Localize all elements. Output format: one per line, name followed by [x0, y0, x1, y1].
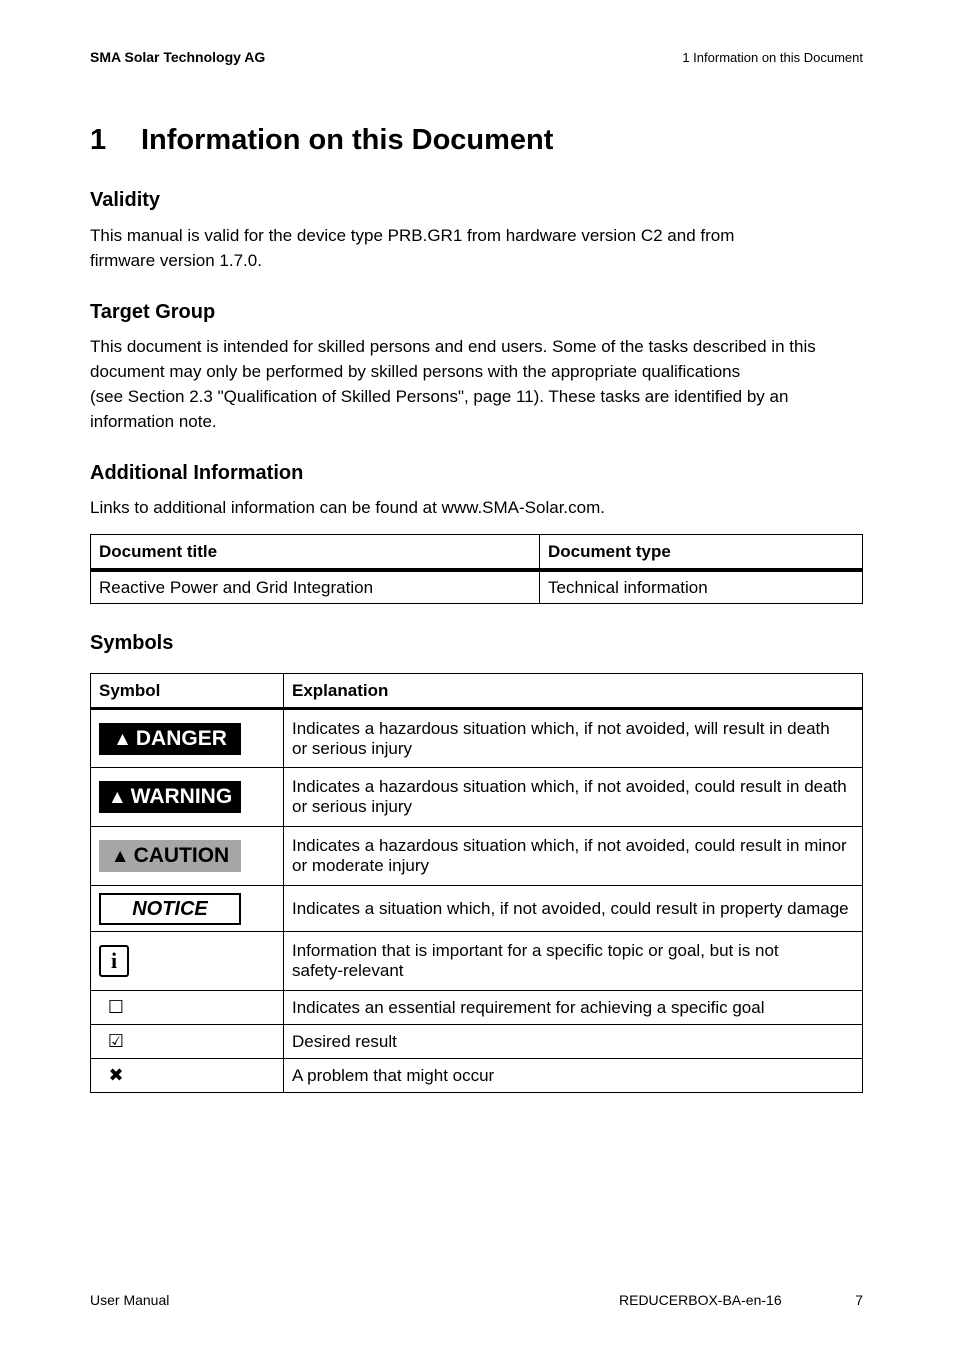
table-cell: Reactive Power and Grid Integration: [91, 570, 540, 604]
signal-word-text: CAUTION: [133, 844, 230, 867]
warning-triangle-icon: ▲: [110, 846, 130, 867]
target-group-heading: Target Group: [90, 301, 216, 323]
chapter-title: [90, 124, 553, 157]
target-group-line: This document is intended for skilled persons and end users. Some of the tasks described in this: [90, 337, 816, 356]
cross-icon: ✖: [108, 1065, 124, 1085]
warning-triangle-icon: ▲: [113, 728, 132, 750]
explanation-cell: Indicates a situation which, if not avoided, could result in property damage: [284, 886, 863, 932]
table-header-row: [91, 535, 863, 571]
explanation-cell: [284, 932, 863, 991]
table-row: [91, 709, 863, 768]
notice-signal-word: NOTICE: [99, 893, 241, 925]
danger-signal-word: [99, 723, 241, 755]
explanation-cell: A problem that might occur: [284, 1059, 863, 1093]
chapter-title-text: Information on this Document: [141, 124, 554, 156]
validity-text: [90, 223, 734, 273]
table-row: [91, 768, 863, 827]
symbol-cell: [91, 1059, 284, 1093]
table-header-cell: Explanation: [284, 674, 863, 709]
checkbox-checked-icon: ☑: [107, 1031, 125, 1051]
signal-word-text: WARNING: [130, 785, 233, 808]
table-row: [91, 1025, 863, 1059]
symbol-cell: [91, 827, 284, 886]
table-cell: Technical information: [540, 570, 863, 604]
symbol-cell: [91, 886, 284, 932]
explanation-line: Information that is important for a specific topic or goal, but is not: [292, 941, 779, 960]
additional-info-heading: Additional Information: [90, 462, 304, 484]
validity-heading: Validity: [90, 189, 161, 211]
table-row: [91, 991, 863, 1025]
table-header-row: [91, 674, 863, 709]
explanation-line: or serious injury: [292, 738, 412, 758]
explanation-line: or moderate injury: [292, 856, 430, 875]
target-group-text: [90, 334, 816, 434]
table-header-cell: Document title: [91, 535, 540, 571]
target-group-line: (see Section 2.3 "Qualification of Skilled Persons", page 11). These tasks are identified by an: [90, 387, 789, 406]
additional-info-text: Links to additional information can be found at www.SMA-Solar.com.: [90, 498, 605, 517]
caution-signal-word: [99, 840, 241, 872]
explanation-cell: Indicates an essential requirement for achieving a specific goal: [284, 991, 863, 1025]
chapter-number: 1: [90, 124, 107, 156]
warning-signal-word: [99, 781, 241, 813]
warning-triangle-icon: ▲: [107, 787, 127, 808]
explanation-line: Indicates a hazardous situation which, if not avoided, could result in minor: [292, 836, 847, 855]
table-row: [91, 570, 863, 604]
explanation-cell: [284, 768, 863, 827]
table-row: [91, 1059, 863, 1093]
symbol-cell: [91, 709, 284, 768]
table-header-cell: Symbol: [91, 674, 284, 709]
info-icon: i: [99, 945, 129, 977]
symbol-cell: [91, 1025, 284, 1059]
header-company: SMA Solar Technology AG: [90, 49, 266, 65]
validity-line: This manual is valid for the device type PRB.GR1 from hardware version C2 and from: [90, 226, 735, 245]
explanation-cell: [284, 827, 863, 886]
symbol-cell: [91, 991, 284, 1025]
explanation-cell: [284, 709, 863, 768]
footer-page-number: 7: [855, 1292, 863, 1308]
document-table: [90, 534, 863, 604]
header-section: 1 Information on this Document: [682, 50, 863, 65]
explanation-line: safety-relevant: [292, 961, 404, 980]
symbols-table: [90, 673, 863, 1093]
table-row: [91, 827, 863, 886]
target-group-line: document may only be performed by skilled persons with the appropriate qualifications: [90, 362, 741, 381]
explanation-line: or serious injury: [292, 797, 412, 816]
footer-document-id: REDUCERBOX-BA-en-16: [619, 1292, 782, 1308]
explanation-line: Indicates a hazardous situation which, if not avoided, will result in death: [292, 718, 830, 738]
target-group-line: information note.: [90, 412, 217, 431]
validity-line: firmware version 1.7.0.: [90, 251, 262, 270]
symbol-cell: [91, 932, 284, 991]
symbols-heading: Symbols: [90, 632, 174, 654]
explanation-cell: Desired result: [284, 1025, 863, 1059]
table-header-cell: Document type: [540, 535, 863, 571]
table-row: [91, 932, 863, 991]
table-row: [91, 886, 863, 932]
checkbox-empty-icon: ☐: [107, 997, 125, 1017]
signal-word-text: DANGER: [135, 726, 227, 750]
footer-manual-type: User Manual: [90, 1292, 170, 1308]
symbol-cell: [91, 768, 284, 827]
explanation-line: Indicates a hazardous situation which, if not avoided, could result in death: [292, 777, 847, 796]
